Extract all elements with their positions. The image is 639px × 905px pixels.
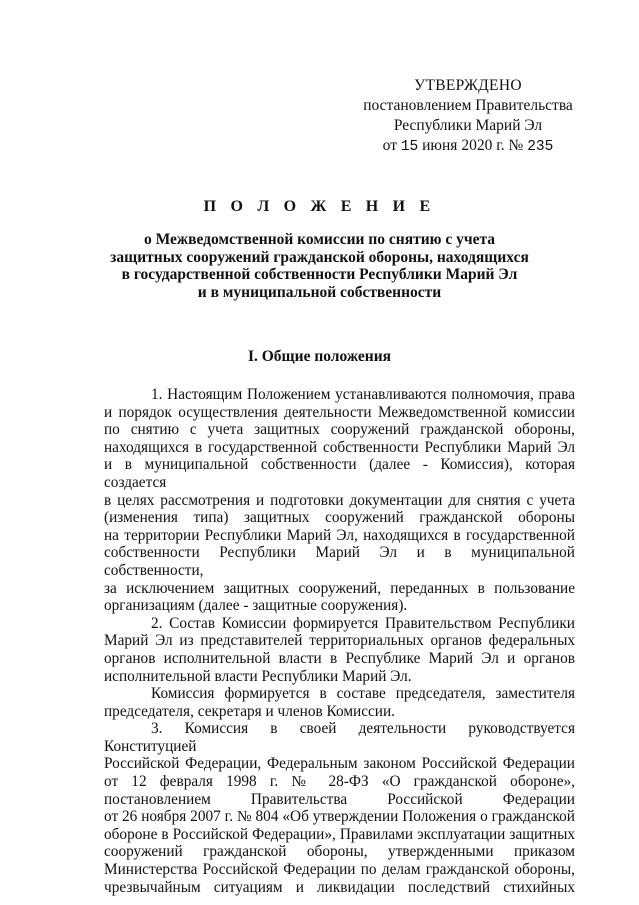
body-text [104, 386, 575, 896]
subtitle-line: о Межведомственной комиссии по снятию с учета [143, 231, 496, 248]
body-line: чрезвычайным ситуациям и ликвидации последствий стихийных [104, 878, 575, 896]
body-line: находящихся в государственной собственности Республики Марий Эл [104, 438, 575, 456]
body-line: Министерства Российской Федерации по делам гражданской обороны, [104, 861, 575, 879]
body-line: (изменения типа) защитных сооружений гражданской обороны [104, 509, 575, 527]
approval-line-2: Республики Марий Эл [393, 117, 543, 134]
approval-day: 15 [400, 139, 419, 155]
document-title: П О Л О Ж Е Н И Е [203, 198, 436, 215]
body-line: на территории Республики Марий Эл, находящихся в государственной [104, 526, 575, 544]
body-line: по снятию с учета защитных сооружений гражданской обороны, [104, 421, 575, 439]
subtitle-line: в государственной собственности Республики Марий Эл [121, 266, 518, 284]
approval-date-prefix: от [382, 137, 397, 154]
body-line: за исключением защитных сооружений, переданных в пользование [104, 579, 575, 597]
body-line: исполнительной власти Республики Марий Эл. [104, 667, 412, 685]
approval-date-rest: июня 2020 г. № [422, 137, 524, 154]
body-line: Комиссия формируется в составе председателя, заместителя [151, 685, 575, 703]
body-line: и порядок осуществления деятельности Межведомственной комиссии [104, 403, 575, 421]
body-line: постановлением Правительства Российской Федерации [104, 790, 575, 808]
body-line: собственности Республики Марий Эл и в муниципальной собственности, [104, 544, 575, 579]
approval-date-line [360, 136, 576, 157]
body-line: 1. Настоящим Положением устанавливаются полномочия, права [151, 386, 575, 403]
section-heading: I. Общие положения [247, 348, 392, 365]
body-line: сооружений гражданской обороны, утвержденными приказом [104, 843, 575, 861]
body-line: Марий Эл из представителей территориальных органов федеральных [104, 632, 575, 650]
body-line: председателя, секретаря и членов Комиссии. [104, 702, 395, 720]
body-line: обороне в Российской Федерации», Правилами эксплуатации защитных [104, 825, 575, 843]
body-line: и в муниципальной собственности (далее - Комиссия), которая создается [104, 456, 575, 491]
body-line: от 12 февраля 1998 г. № 28-ФЗ «О гражданской обороне», [104, 773, 575, 791]
approval-stamp: УТВЕРЖДЕНО [414, 77, 522, 94]
body-line: органов исполнительной власти в Республике Марий Эл и органов [104, 649, 575, 667]
body-line: Российской Федерации, Федеральным законом Российской Федерации [104, 755, 575, 773]
body-line: организациям (далее - защитные сооружения). [104, 597, 408, 615]
subtitle-line: защитных сооружений гражданской обороны, находящихся [110, 248, 529, 266]
body-line: в целях рассмотрения и подготовки документации для снятия с учета [104, 491, 575, 509]
body-line: 3. Комиссия в своей деятельности руководствуется Конституцией [104, 720, 575, 755]
body-line: 2. Состав Комиссии формируется Правительством Республики [151, 614, 575, 632]
document-subtitle [40, 231, 599, 301]
approval-line-1: постановлением Правительства [363, 97, 573, 114]
subtitle-line: и в муниципальной собственности [197, 283, 442, 301]
approval-number: 235 [527, 139, 554, 155]
body-line: от 26 ноября 2007 г. № 804 «Об утверждении Положения о гражданской [104, 808, 575, 826]
approval-block [360, 76, 576, 157]
